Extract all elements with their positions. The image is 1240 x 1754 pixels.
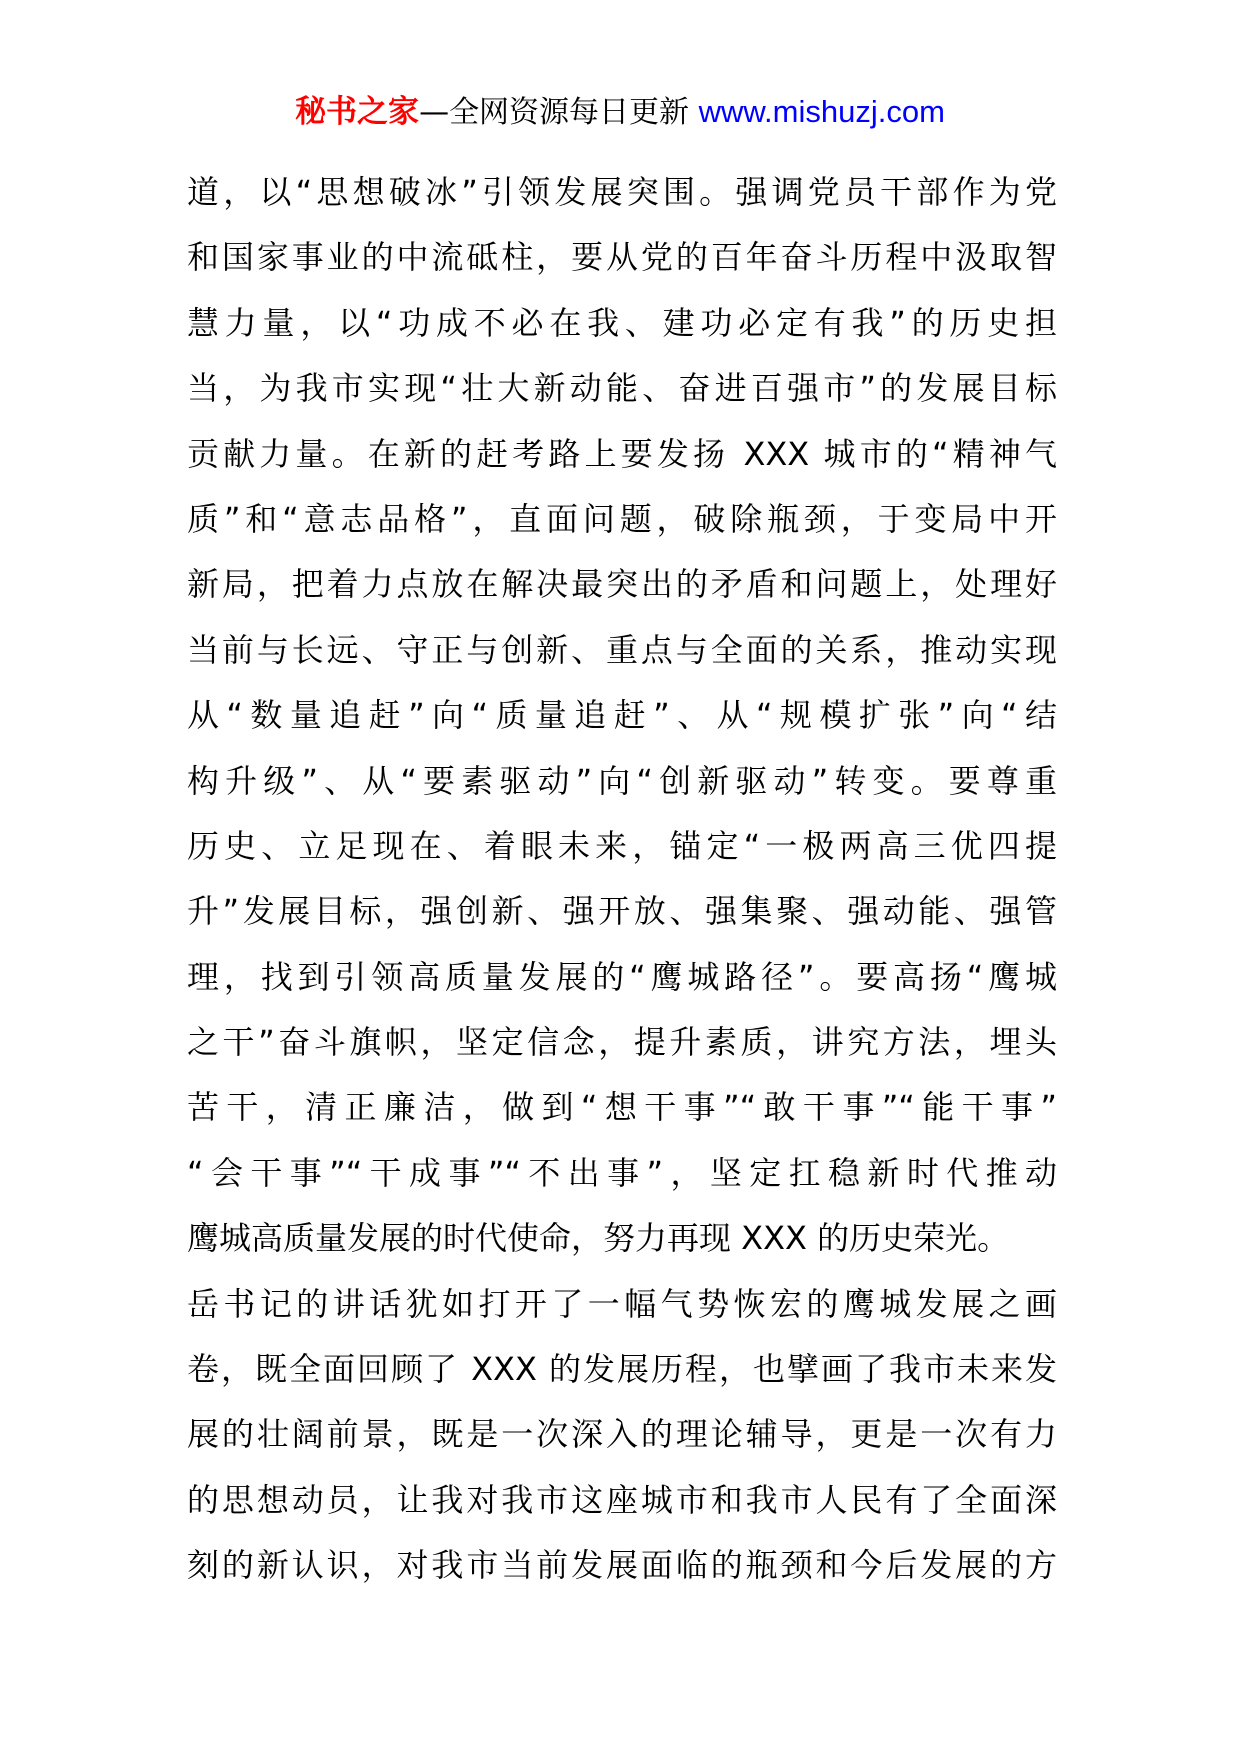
- body-line: 慧力量，以“功成不必在我、建功必定有我”的历史担: [187, 303, 1057, 342]
- header-brand: 秘书之家: [295, 94, 420, 130]
- body-line: 升”发展目标，强创新、强开放、强集聚、强动能、强管: [187, 892, 1057, 931]
- body-line: 道，以“思想破冰”引领发展突围。强调党员干部作为党: [187, 173, 1057, 211]
- body-line: 之干”奋斗旗帜，坚定信念，提升素质，讲究方法，埋头: [187, 1023, 1057, 1062]
- body-line: 刻的新认识，对我市当前发展面临的瓶颈和今后发展的方: [187, 1546, 1057, 1585]
- body-line: 苦干，清正廉洁，做到“想干事”“敢干事”“能干事”: [187, 1088, 1057, 1127]
- body-line: 理，找到引领高质量发展的“鹰城路径”。要高扬“鹰城: [187, 957, 1057, 996]
- body-line: 岳书记的讲话犹如打开了一幅气势恢宏的鹰城发展之画: [187, 1284, 1057, 1323]
- body-line: 历史、立足现在、着眼未来，锚定“一极两高三优四提: [187, 826, 1057, 865]
- body-line: 从“数量追赶”向“质量追赶”、从“规模扩张”向“结: [187, 696, 1057, 735]
- body-line: 卷，既全面回顾了 XXX 的发展历程，也擘画了我市未来发: [187, 1350, 1057, 1389]
- body-line: 新局，把着力点放在解决最突出的矛盾和问题上，处理好: [187, 565, 1057, 604]
- page-header: [0, 92, 1240, 133]
- body-line: 当，为我市实现“壮大新动能、奋进百强市”的发展目标: [187, 369, 1057, 408]
- body-line: 展的壮阔前景，既是一次深入的理论辅导，更是一次有力: [187, 1415, 1057, 1454]
- document-body: [187, 160, 1057, 1599]
- body-line: 贡献力量。在新的赶考路上要发扬 XXX 城市的“精神气: [187, 434, 1057, 473]
- header-tagline: —全网资源每日更新: [419, 95, 690, 130]
- body-line: 质”和“意志品格”，直面问题，破除瓶颈，于变局中开: [187, 499, 1057, 538]
- body-line: 和国家事业的中流砥柱，要从党的百年奋斗历程中汲取智: [187, 238, 1057, 277]
- body-line: 构升级”、从“要素驱动”向“创新驱动”转变。要尊重: [187, 761, 1057, 800]
- body-line: 鹰城高质量发展的时代使命，努力再现 XXX 的历史荣光。: [187, 1219, 1010, 1258]
- body-line: 当前与长远、守正与创新、重点与全面的关系，推动实现: [187, 630, 1057, 669]
- body-line: “会干事”“干成事”“不出事”，坚定扛稳新时代推动: [187, 1153, 1057, 1192]
- body-line: 的思想动员，让我对我市这座城市和我市人民有了全面深: [187, 1480, 1057, 1519]
- header-url-link[interactable]: www.mishuzj.com: [698, 94, 945, 129]
